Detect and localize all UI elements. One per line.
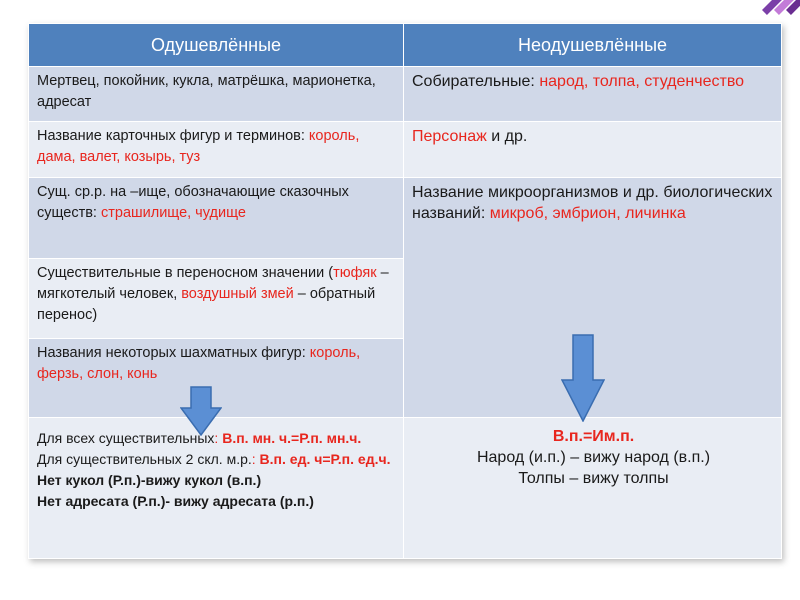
text-segment: Собирательные: (412, 73, 540, 90)
text-segment: воздушный змей (181, 286, 294, 302)
cell-left (29, 178, 404, 259)
rule-cell-left (29, 418, 404, 559)
rule-title: В.п.=Им.п. (552, 428, 635, 445)
cell-right (404, 122, 782, 178)
text-segment: Нет кукол (Р.п.)-вижу кукол (в.п.) (37, 472, 262, 488)
text-segment: : (251, 451, 260, 467)
header-row (29, 24, 782, 67)
table-row (29, 122, 782, 178)
text-segment: Название карточных фигур и терминов: (37, 128, 309, 144)
text-segment: Мертвец, покойник, кукла, матрёшка, марионетка, адресат (37, 73, 376, 110)
cell-left (29, 67, 404, 122)
text-segment: Сущ. ср.р. на –ище, обозначающие сказочных существ: (37, 184, 349, 221)
text-segment: тюфяк (333, 265, 377, 281)
text-segment: В.п. мн. ч.=Р.п. мн.ч. (222, 430, 362, 446)
header-animate: Одушевлённые (29, 24, 404, 67)
header-inanimate: Неодушевлённые (404, 24, 782, 67)
table-row (29, 67, 782, 122)
text-segment: Для существительных 2 скл. м.р. (37, 451, 252, 467)
text-segment: король, ферзь, слон, конь (37, 345, 361, 382)
grammar-table (28, 23, 782, 559)
text-segment: В.п. ед. ч=Р.п. ед.ч. (259, 451, 391, 467)
text-segment: Персонаж (412, 128, 487, 145)
text-segment: страшилище, чудище (100, 205, 246, 221)
rule-example-2: Толпы – вижу толпы (518, 470, 669, 487)
text-segment: народ, толпа, студенчество (539, 73, 745, 90)
table-row (29, 178, 782, 259)
rule-example-1: Народ (и.п.) – вижу народ (в.п.) (476, 449, 711, 466)
table-row (29, 418, 782, 559)
text-segment: Нет адресата (Р.п.)- вижу адресата (р.п.) (37, 493, 314, 509)
text-segment: Для всех существительных (37, 430, 215, 446)
text-segment: король, дама, валет, козырь, туз (37, 128, 360, 165)
text-segment: – обратный перенос) (37, 286, 376, 323)
text-segment: и др. (486, 128, 528, 145)
text-segment: Названия некоторых шахматных фигур: (37, 345, 310, 361)
text-segment: Название микроорганизмов и др. биологических названий: (412, 184, 773, 222)
text-segment: : (214, 430, 223, 446)
rule-cell-right (404, 418, 782, 559)
cell-left (29, 259, 404, 339)
text-segment: микроб, эмбрион, личинка (489, 205, 686, 222)
text-segment: – мягкотелый человек, (37, 265, 389, 302)
cell-right (404, 67, 782, 122)
cell-left (29, 122, 404, 178)
text-segment: Существительные в переносном значении ( (37, 265, 334, 281)
